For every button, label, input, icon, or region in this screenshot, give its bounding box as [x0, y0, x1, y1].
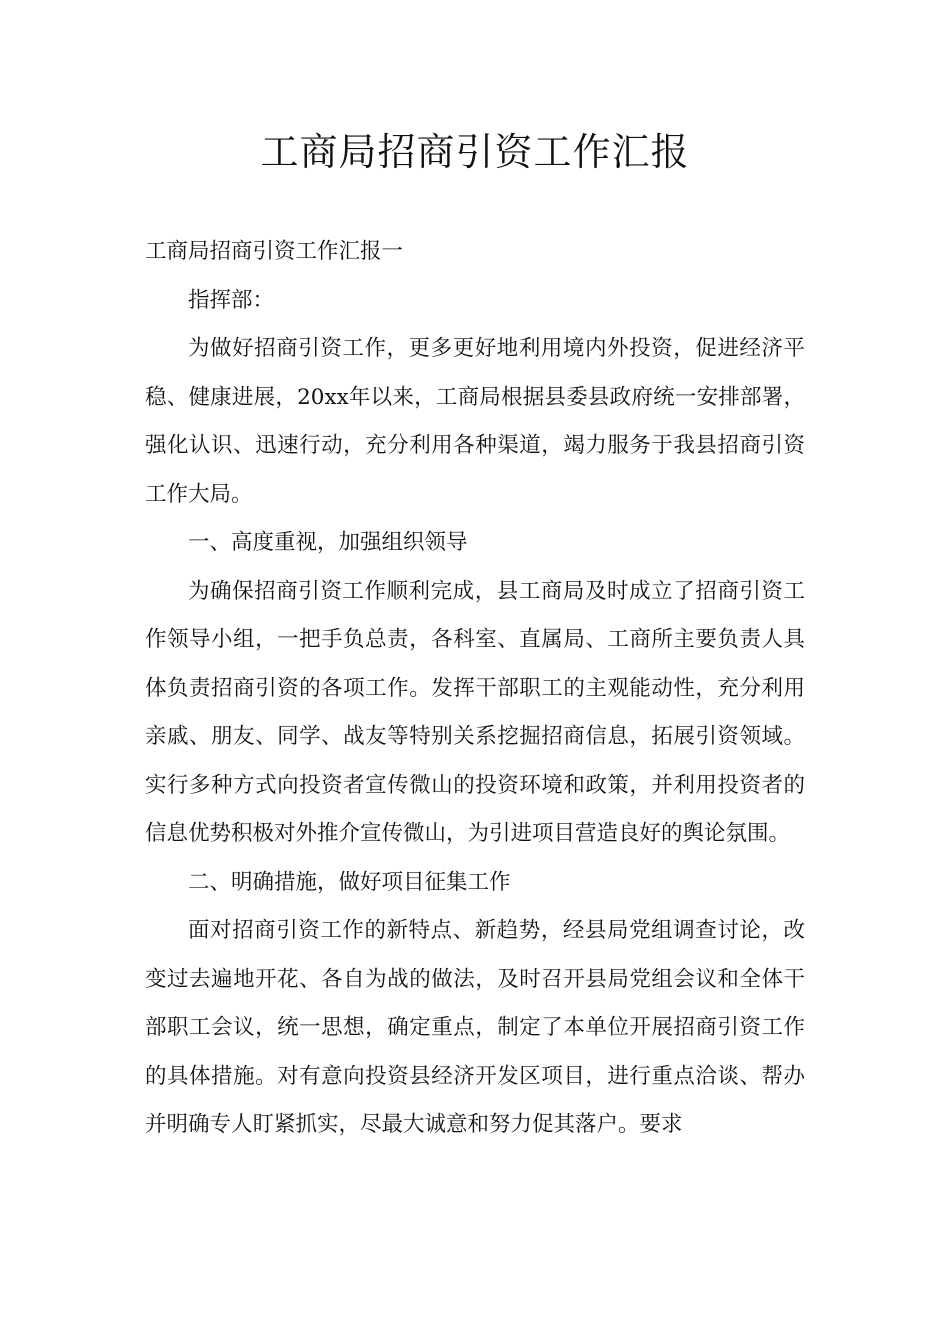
document-body — [145, 228, 805, 1150]
paragraph-salutation: 指挥部： — [188, 287, 275, 313]
paragraph-section-1: 为确保招商引资工作顺利完成，县工商局及时成立了招商引资工作领导小组，一把手负总责，各科室、直属局、工商所主要负责人具体负责招商引资的各项工作。发挥干部职工的主观能动性，充分利用亲戚、朋友、同学、战友等特别关系挖掘招商信息，拓展引资领域。实行多种方式向投资者宣传微山的投资环境和政策，并利用投资者的信息优势积极对外推介宣传微山，为引进项目营造良好的舆论氛围。 — [145, 578, 805, 846]
paragraph-section-2: 面对招商引资工作的新特点、新趋势，经县局党组调查讨论，改变过去遍地开花、各自为战的做法，及时召开县局党组会议和全体干部职工会议，统一思想，确定重点，制定了本单位开展招商引资工作的具体措施。对有意向投资县经济开发区项目，进行重点洽谈、帮办并明确专人盯紧抓实，尽最大诚意和努力促其落户。要求 — [145, 918, 805, 1137]
section-heading-1: 一、高度重视，加强组织领导 — [188, 530, 468, 555]
paragraph-subtitle: 工商局招商引资工作汇报一 — [145, 239, 404, 264]
document-title: 工商局招商引资工作汇报 — [260, 130, 690, 174]
paragraph-intro: 为做好招商引资工作，更多更好地利用境内外投资，促进经济平稳、健康进展，20xx年以来，工商局根据县委县政府统一安排部署，强化认识、迅速行动，充分利用各种渠道，竭力服务于我县招商引资工作大局。 — [145, 336, 805, 507]
section-heading-2: 二、明确措施，做好项目征集工作 — [188, 869, 511, 895]
